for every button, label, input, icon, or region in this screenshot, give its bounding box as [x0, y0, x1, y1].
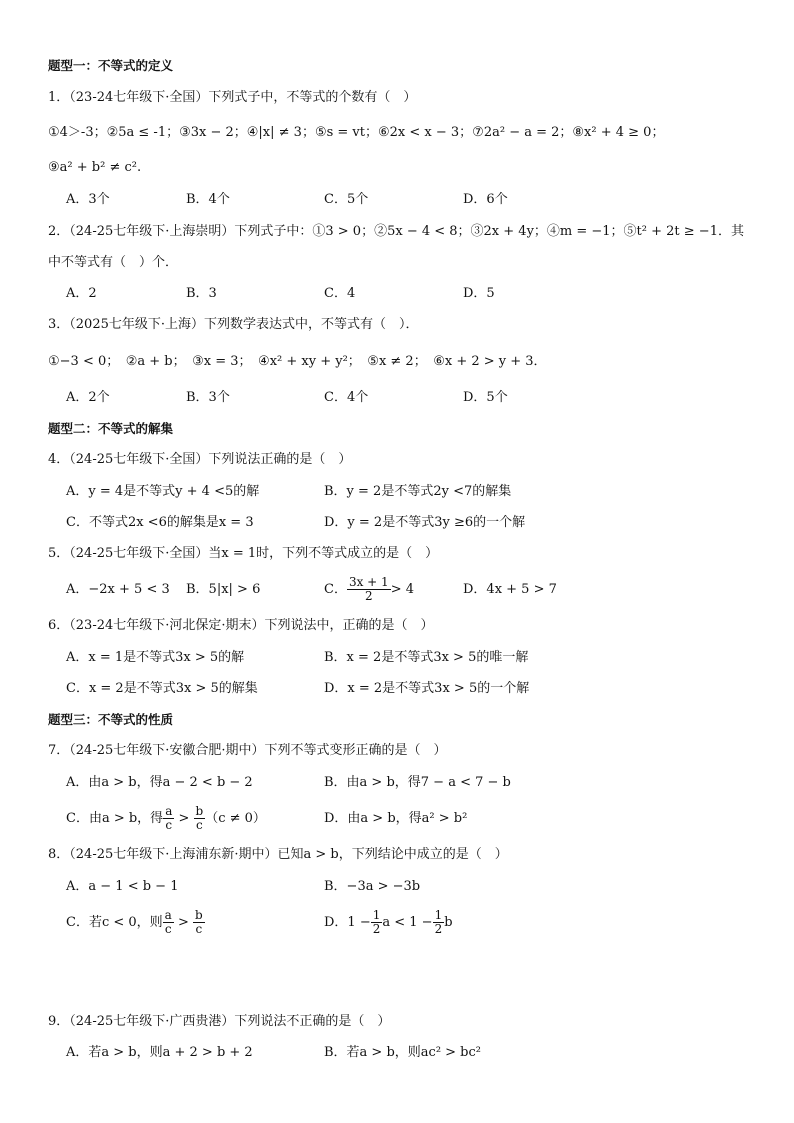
q2-option-d[interactable]: D．5	[463, 286, 495, 301]
q1-option-d[interactable]: D．6个	[463, 192, 508, 207]
q1-option-c[interactable]: C．5个	[324, 192, 369, 207]
fraction	[193, 909, 205, 936]
denominator: 2	[372, 922, 381, 936]
section-title: 题型二：不等式的解集	[48, 421, 174, 436]
section-title: 题型一：不等式的定义	[48, 58, 174, 73]
q9-option-b[interactable]: B．若a > b，则ac² > bc²	[324, 1045, 481, 1060]
numerator: a	[165, 804, 173, 818]
denominator: c	[164, 922, 172, 936]
q3-option-a[interactable]: A．2个	[66, 390, 110, 405]
q8-option-b[interactable]: B．−3a > −3b	[324, 879, 421, 894]
q5-option-c-rest: > 4	[390, 582, 414, 597]
q7-option-a[interactable]: A．由a > b，得a − 2 < b − 2	[66, 775, 253, 790]
q8-option-d-mid: a < 1 −	[382, 915, 433, 930]
question-3-items: ①−3 < 0； ②a + b； ③x = 3； ④x² + xy + y²； ⑤x ≠ 2； ⑥x + 2 > y + 3．	[48, 354, 547, 369]
q8-option-a[interactable]: A．a − 1 < b − 1	[66, 879, 179, 894]
fraction	[347, 576, 391, 603]
q8-option-d-post: b	[444, 915, 453, 930]
q7-option-d[interactable]: D．由a > b，得a² > b²	[324, 811, 468, 826]
question-2-stem: 2．（24-25七年级下·上海崇明）下列式子中：①3 > 0；②5x − 4 < 8；③2x + 4y；④m = −1；⑤t² + 2t ≥ −1．其	[48, 224, 744, 239]
fraction	[433, 909, 445, 936]
question-4-stem: 4．（24-25七年级下·全国）下列说法正确的是（ ）	[48, 452, 352, 467]
fraction	[371, 909, 383, 936]
numerator: 1	[372, 908, 381, 922]
q8-option-c[interactable]: C．若c < 0，则 $\frac{a}{c}$ > $\frac{b}{c}$	[66, 908, 203, 936]
question-1-items: ①4＞-3；②5a ≤ -1；③3x − 2；④|x| ≠ 3；⑤s = vt；⑥2x < x − 3；⑦2a² − a = 2；⑧x² + 4 ≥ 0；	[48, 125, 665, 140]
question-2-stem-cont: 中不等式有（ ）个．	[48, 255, 179, 270]
q3-option-d[interactable]: D．5个	[463, 390, 508, 405]
q8-option-d-pre: D．1 −	[324, 915, 371, 930]
q8-option-c-pre: C．若c < 0，则	[66, 915, 163, 930]
q6-option-b[interactable]: B．x = 2是不等式3x > 5的唯一解	[324, 650, 529, 665]
q3-option-c[interactable]: C．4个	[324, 390, 369, 405]
numerator: 1	[434, 908, 443, 922]
question-8-stem: 8．（24-25七年级下·上海浦东新·期中）已知a > b，下列结论中成立的是（ ）	[48, 847, 508, 862]
denominator: 2	[365, 589, 373, 603]
q7-option-c[interactable]: C．由a > b，得 $\frac{a}{c}$ > $\frac{b}{c}$ （c ≠ 0）	[66, 804, 266, 832]
question-6-stem: 6．（23-24七年级下·河北保定·期末）下列说法中，正确的是（ ）	[48, 618, 434, 633]
question-7-stem: 7．（24-25七年级下·安徽合肥·期中）下列不等式变形正确的是（ ）	[48, 743, 447, 758]
fraction	[163, 805, 174, 832]
question-1-stem: 1．（23-24七年级下·全国）下列式子中，不等式的个数有（ ）	[48, 90, 417, 105]
q7-option-c-pre: C．由a > b，得	[66, 811, 164, 826]
q4-option-a[interactable]: A．y = 4是不等式y + 4 <5的解	[66, 484, 260, 499]
denominator: c	[195, 922, 203, 936]
denominator: c	[165, 818, 173, 832]
fraction	[163, 909, 174, 936]
q2-option-c[interactable]: C．4	[324, 286, 356, 301]
q1-option-a[interactable]: A．3个	[66, 192, 110, 207]
q6-option-c[interactable]: C．x = 2是不等式3x > 5的解集	[66, 681, 258, 696]
q2-option-a[interactable]: A．2	[66, 286, 97, 301]
denominator: 2	[434, 922, 443, 936]
q1-option-b[interactable]: B．4个	[186, 192, 230, 207]
question-3-stem: 3．（2025七年级下·上海）下列数学表达式中，不等式有（ ）．	[48, 317, 419, 332]
q4-option-d[interactable]: D．y = 2是不等式3y ≥6的一个解	[324, 515, 526, 530]
q9-option-a[interactable]: A．若a > b，则a + 2 > b + 2	[66, 1045, 253, 1060]
numerator: 3x + 1	[348, 575, 389, 589]
q7-option-c-post: （c ≠ 0）	[205, 811, 266, 826]
question-5-stem: 5．（24-25七年级下·全国）当x = 1时，下列不等式成立的是（ ）	[48, 546, 439, 561]
q3-option-b[interactable]: B．3个	[186, 390, 230, 405]
q5-option-a[interactable]: A．−2x + 5 < 3	[66, 582, 170, 597]
q5-option-c-label: C．	[324, 582, 347, 597]
q5-option-b[interactable]: B．5|x| > 6	[186, 582, 261, 597]
question-1-items-cont: ⑨a² + b² ≠ c².	[48, 160, 142, 175]
q5-option-c[interactable]	[324, 572, 414, 608]
numerator: b	[194, 908, 203, 922]
numerator: b	[195, 804, 204, 818]
q8-option-d[interactable]	[324, 905, 453, 941]
q6-option-d[interactable]: D．x = 2是不等式3x > 5的一个解	[324, 681, 530, 696]
q7-option-b[interactable]: B．由a > b，得7 − a < 7 − b	[324, 775, 511, 790]
denominator: c	[195, 818, 203, 832]
q6-option-a[interactable]: A．x = 1是不等式3x > 5的解	[66, 650, 245, 665]
q2-option-b[interactable]: B．3	[186, 286, 217, 301]
numerator: a	[164, 908, 172, 922]
q4-option-c[interactable]: C．不等式2x <6的解集是x = 3	[66, 515, 254, 530]
question-9-stem: 9．（24-25七年级下·广西贵港）下列说法不正确的是（ ）	[48, 1014, 391, 1029]
fraction	[194, 805, 206, 832]
q4-option-b[interactable]: B．y = 2是不等式2y <7的解集	[324, 484, 512, 499]
section-title: 题型三：不等式的性质	[48, 712, 174, 727]
q5-option-d[interactable]: D．4x + 5 > 7	[463, 582, 557, 597]
